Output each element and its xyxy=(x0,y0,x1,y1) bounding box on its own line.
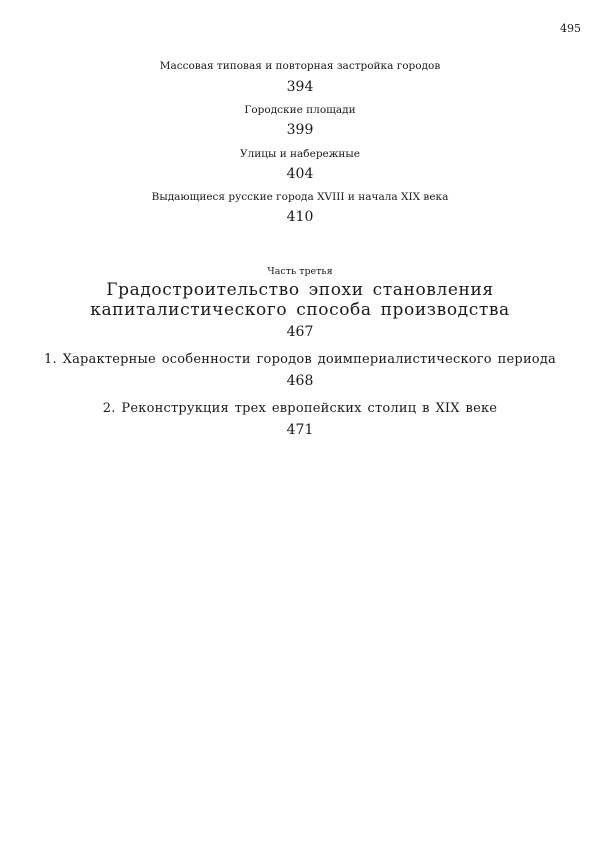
toc-entry-page: 399 xyxy=(286,122,314,138)
chapter-title: 1. Характерные особенности городов доимпериалистического периода xyxy=(43,352,556,367)
part-title-line-1: Градостроительство эпохи становления xyxy=(106,280,494,300)
toc-entry-title: Выдающиеся русские города XVIII и начала XIX века xyxy=(151,191,449,203)
toc-entry-title: Массовая типовая и повторная застройка городов xyxy=(159,60,441,72)
part-title-line-2: капиталистического способа производства xyxy=(90,300,510,320)
toc-entry-page: 410 xyxy=(286,209,314,225)
chapter-page: 468 xyxy=(286,373,314,389)
part-label: Часть третья xyxy=(267,266,333,277)
toc-entry-page: 404 xyxy=(286,166,314,182)
toc-entry-page: 394 xyxy=(286,79,314,95)
toc-entry-title: Улицы и набережные xyxy=(240,148,360,160)
toc-entry-title: Городские площади xyxy=(244,104,356,116)
part-page: 467 xyxy=(286,324,314,340)
chapter-title: 2. Реконструкция трех европейских столиц в XIX веке xyxy=(102,401,498,416)
chapter-page: 471 xyxy=(286,422,314,438)
page-number: 495 xyxy=(560,22,581,35)
